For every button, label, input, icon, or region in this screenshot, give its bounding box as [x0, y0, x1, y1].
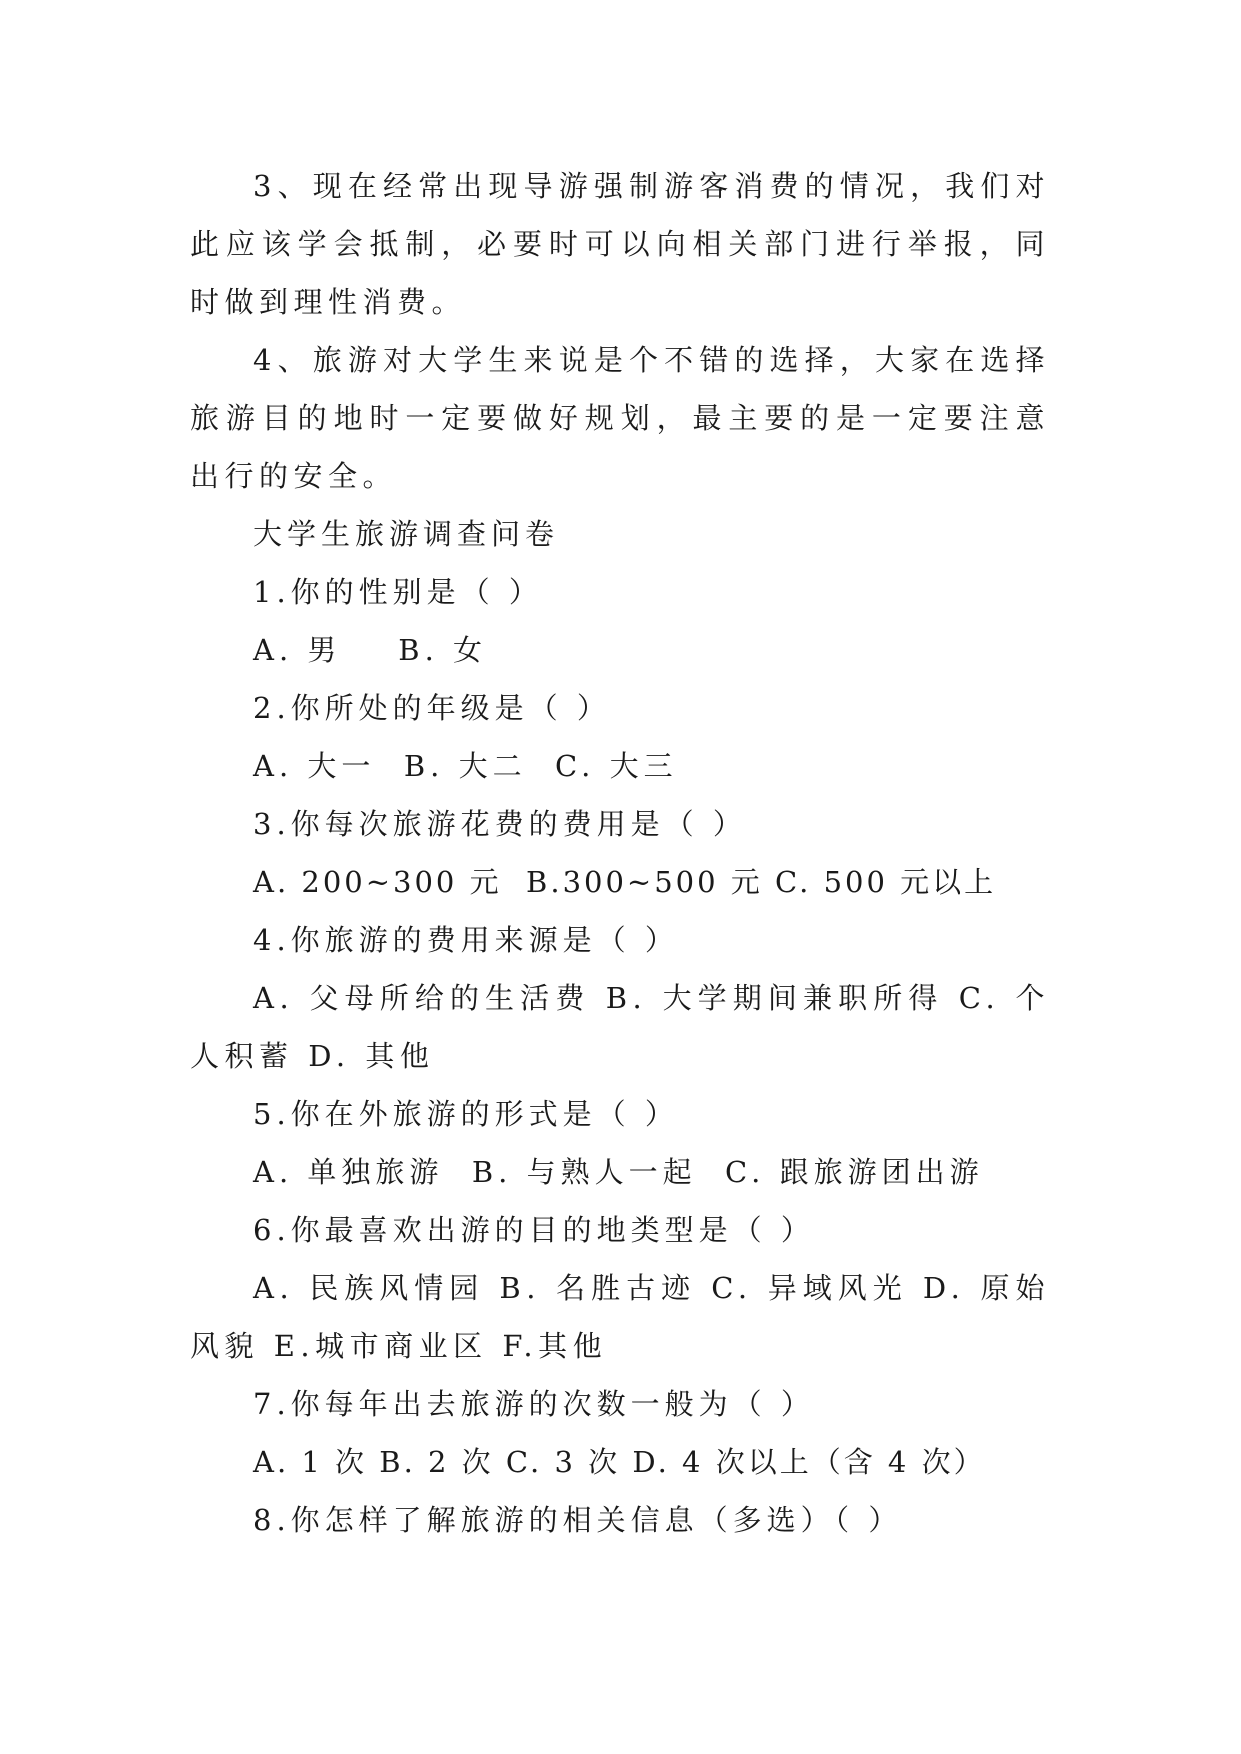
question-5: 5.你在外旅游的形式是（ ） [253, 1097, 679, 1131]
question-4: 4.你旅游的费用来源是（ ） [253, 923, 679, 957]
question-3-options: A. 200~300 元 B.300~500 元 C. 500 元以上 [253, 865, 997, 899]
question-1: 1.你的性别是（ ） [253, 575, 543, 609]
question-5-options: A. 单独旅游 B. 与熟人一起 C. 跟旅游团出游 [253, 1155, 984, 1189]
question-6-options: A. 民族风情园 B. 名胜古迹 C. 异域风光 D. 原始风貌 E.城市商业区 F.其他 [190, 1271, 1050, 1363]
question-3: 3.你每次旅游花费的费用是（ ） [253, 807, 747, 841]
paragraph-advice-3: 3、现在经常出现导游强制游客消费的情况，我们对此应该学会抵制，必要时可以向相关部门进行举报，同时做到理性消费。 [190, 169, 1050, 319]
question-8: 8.你怎样了解旅游的相关信息（多选）（ ） [253, 1503, 903, 1537]
question-2-options: A. 大一 B. 大二 C. 大三 [253, 749, 678, 783]
question-2: 2.你所处的年级是（ ） [253, 691, 611, 725]
question-7: 7.你每年出去旅游的次数一般为（ ） [253, 1387, 815, 1421]
question-1-options: A. 男 B. 女 [253, 633, 488, 667]
question-7-options: A. 1 次 B. 2 次 C. 3 次 D. 4 次以上（含 4 次） [253, 1445, 986, 1479]
paragraph-advice-4: 4、旅游对大学生来说是个不错的选择，大家在选择旅游目的地时一定要做好规划，最主要的是一定要注意出行的安全。 [190, 343, 1050, 493]
question-6: 6.你最喜欢出游的目的地类型是（ ） [253, 1213, 815, 1247]
survey-title: 大学生旅游调查问卷 [253, 517, 560, 551]
document-body [190, 157, 1050, 1549]
question-4-options: A. 父母所给的生活费 B. 大学期间兼职所得 C. 个人积蓄 D. 其他 [190, 981, 1050, 1073]
